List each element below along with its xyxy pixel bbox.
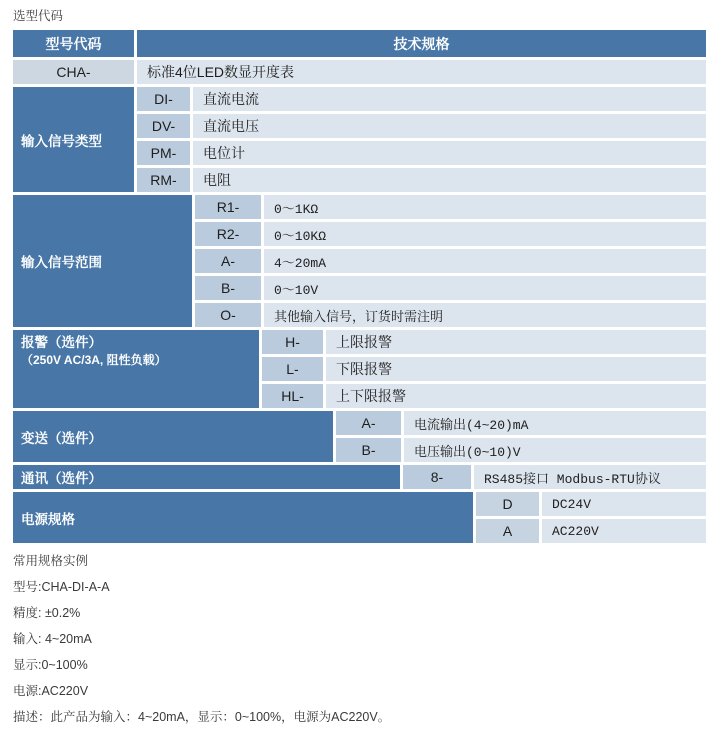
- desc-cell: 0～1KΩ: [264, 195, 706, 219]
- example-line: 精度: ±0.2%: [13, 606, 81, 620]
- example-heading: 常用规格实例: [13, 554, 89, 568]
- section-label-input-signal-range: [13, 195, 192, 327]
- desc-cell: DC24V: [542, 492, 706, 516]
- desc-cell: 下限报警: [326, 357, 706, 381]
- section-rows: [137, 87, 706, 192]
- section-input-signal-type: [13, 87, 706, 192]
- desc-cell: 上限报警: [326, 330, 706, 354]
- tech-spec-header: 技术规格: [137, 30, 706, 57]
- code-cell: A-: [336, 411, 401, 435]
- table-row: [195, 195, 706, 219]
- selection-code-table: [13, 30, 706, 546]
- desc-cell: 电压输出(0~10)V: [404, 438, 706, 462]
- example-block: [13, 548, 713, 730]
- table-row: [336, 438, 706, 462]
- desc-cell: 直流电流: [193, 87, 706, 111]
- code-cell: A: [476, 519, 539, 543]
- section-label-input-signal-type: [13, 87, 134, 192]
- section-label-power-spec: [13, 492, 473, 543]
- code-cell: L-: [262, 357, 323, 381]
- desc-cell: RS485接口 Modbus-RTU协议: [474, 465, 706, 489]
- code-cell: PM-: [137, 141, 190, 165]
- code-cell: HL-: [262, 384, 323, 408]
- table-row: [137, 141, 706, 165]
- desc-cell: 直流电压: [193, 114, 706, 138]
- section-rows: [195, 195, 706, 327]
- example-line: 电源:AC220V: [13, 684, 89, 698]
- example-line: 描述：此产品为输入：4~20mA，显示：0~100%，电源为AC220V。: [13, 710, 391, 724]
- code-cell: R1-: [195, 195, 261, 219]
- table-row: [262, 384, 706, 408]
- table-sections: [13, 87, 706, 543]
- section-label-transmit-option: [13, 411, 333, 462]
- section-label-text: 电源规格: [21, 511, 75, 527]
- code-cell: D: [476, 492, 539, 516]
- code-cell: 8-: [403, 465, 471, 489]
- section-sublabel-text: （250V AC/3A, 阻性负载）: [21, 353, 167, 367]
- model-desc-cell: 标准4位LED数显开度表: [137, 60, 706, 84]
- model-code-cell: CHA-: [13, 60, 134, 84]
- section-rows: [262, 330, 706, 408]
- table-row: [262, 330, 706, 354]
- example-line: 显示:0~100%: [13, 658, 88, 672]
- table-row: [137, 114, 706, 138]
- table-row: [195, 276, 706, 300]
- desc-cell: 0～10V: [264, 276, 706, 300]
- table-row: [195, 249, 706, 273]
- section-label-text: 报警（选件）: [21, 335, 102, 350]
- code-cell: A-: [195, 249, 261, 273]
- section-power-spec: [13, 492, 706, 543]
- table-row: [137, 87, 706, 111]
- code-cell: RM-: [137, 168, 190, 192]
- table-row: [195, 303, 706, 327]
- code-cell: B-: [336, 438, 401, 462]
- model-row: [13, 60, 706, 84]
- code-cell: H-: [262, 330, 323, 354]
- desc-cell: 电位计: [193, 141, 706, 165]
- section-rows: [403, 465, 706, 489]
- section-label-text: 变送（选件）: [21, 430, 102, 446]
- table-row: [137, 168, 706, 192]
- desc-cell: 4～20mA: [264, 249, 706, 273]
- desc-cell: 电流输出(4~20)mA: [404, 411, 706, 435]
- desc-cell: 电阻: [193, 168, 706, 192]
- code-cell: O-: [195, 303, 261, 327]
- section-label-text: 输入信号范围: [21, 255, 102, 270]
- table-row: [262, 357, 706, 381]
- section-label-text: 通讯（选件）: [21, 471, 102, 486]
- example-line: 输入: 4~20mA: [13, 632, 92, 646]
- table-row: [403, 465, 706, 489]
- table-row: [336, 411, 706, 435]
- example-lines: [13, 574, 713, 730]
- page-title: 选型代码: [13, 9, 64, 23]
- code-cell: R2-: [195, 222, 261, 246]
- section-transmit-option: [13, 411, 706, 462]
- section-label-text: 输入信号类型: [21, 133, 102, 149]
- section-comm-option: [13, 465, 706, 489]
- table-row: [476, 492, 706, 516]
- section-label-comm-option: [13, 465, 400, 489]
- section-rows: [476, 492, 706, 543]
- section-rows: [336, 411, 706, 462]
- table-row: [476, 519, 706, 543]
- desc-cell: 0～10KΩ: [264, 222, 706, 246]
- code-cell: B-: [195, 276, 261, 300]
- desc-cell: AC220V: [542, 519, 706, 543]
- section-alarm-option: [13, 330, 706, 408]
- model-code-header: 型号代码: [13, 30, 134, 57]
- code-cell: DI-: [137, 87, 190, 111]
- desc-cell: 其他输入信号，订货时需注明: [264, 303, 706, 327]
- code-cell: DV-: [137, 114, 190, 138]
- section-label-alarm-option: [13, 330, 259, 408]
- desc-cell: 上下限报警: [326, 384, 706, 408]
- table-row: [195, 222, 706, 246]
- section-input-signal-range: [13, 195, 706, 327]
- example-line: 型号:CHA-DI-A-A: [13, 580, 110, 594]
- table-header-row: [13, 30, 706, 57]
